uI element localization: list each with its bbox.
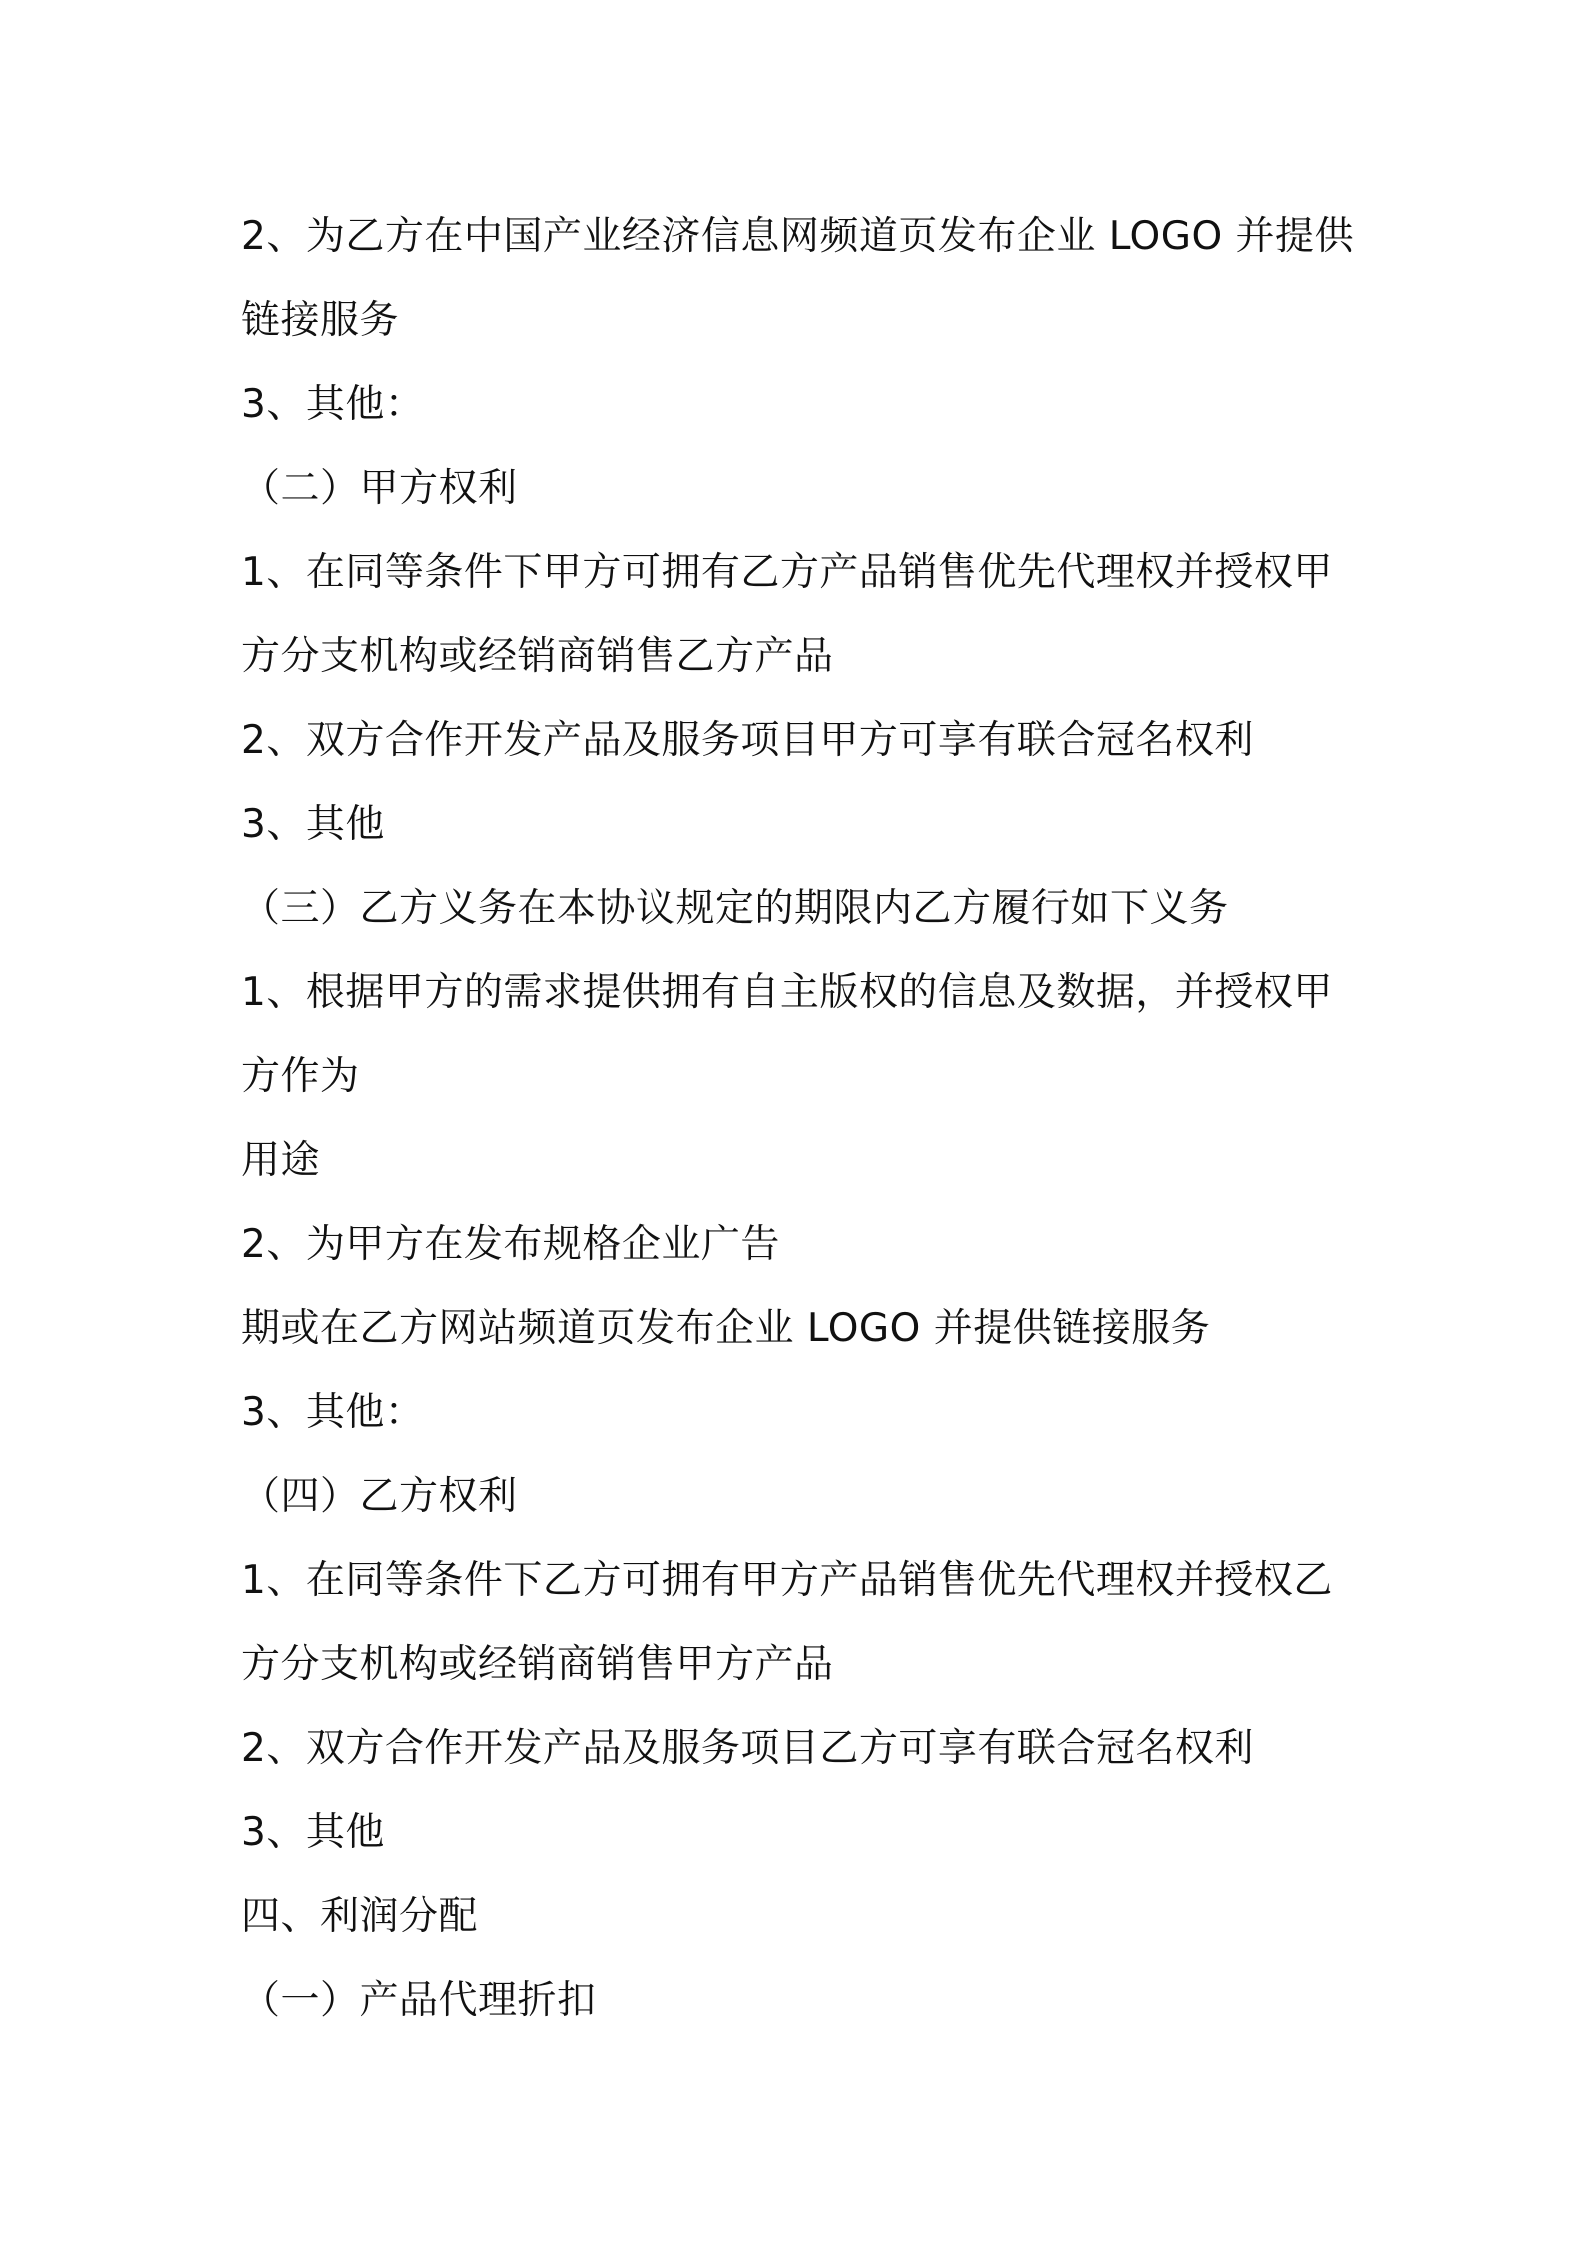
- text-line: 1、在同等条件下甲方可拥有乙方产品销售优先代理权并授权甲: [241, 550, 1333, 595]
- chapter-heading: 四、利润分配: [241, 1894, 479, 1939]
- document-body: [241, 195, 1361, 2043]
- text-line: 链接服务: [241, 298, 400, 343]
- section-heading: （四）乙方权利: [241, 1474, 518, 1519]
- text-line: 2、为乙方在中国产业经济信息网频道页发布企业 LOGO 并提供: [241, 214, 1355, 259]
- text-line: 3、其他：: [241, 382, 425, 427]
- text-line: 2、为甲方在发布规格企业广告: [241, 1222, 780, 1267]
- section-heading: （二）甲方权利: [241, 466, 518, 511]
- text-line: 1、在同等条件下乙方可拥有甲方产品销售优先代理权并授权乙: [241, 1558, 1333, 1603]
- text-line: 2、双方合作开发产品及服务项目乙方可享有联合冠名权利: [241, 1726, 1254, 1771]
- text-line: 3、其他：: [241, 1390, 425, 1435]
- section-heading: （三）乙方义务在本协议规定的期限内乙方履行如下义务: [241, 886, 1229, 931]
- section-heading: （一）产品代理折扣: [241, 1978, 597, 2023]
- text-line: 方作为: [241, 1054, 360, 1099]
- text-line: 期或在乙方网站频道页发布企业 LOGO 并提供链接服务: [241, 1306, 1211, 1351]
- text-line: 2、双方合作开发产品及服务项目甲方可享有联合冠名权利: [241, 718, 1254, 763]
- text-line: 1、根据甲方的需求提供拥有自主版权的信息及数据，并授权甲: [241, 970, 1333, 1015]
- text-line: 3、其他: [241, 1810, 385, 1855]
- text-line: 方分支机构或经销商销售甲方产品: [241, 1642, 834, 1687]
- text-line: 方分支机构或经销商销售乙方产品: [241, 634, 834, 679]
- text-line: 3、其他: [241, 802, 385, 847]
- text-line: 用途: [241, 1138, 321, 1183]
